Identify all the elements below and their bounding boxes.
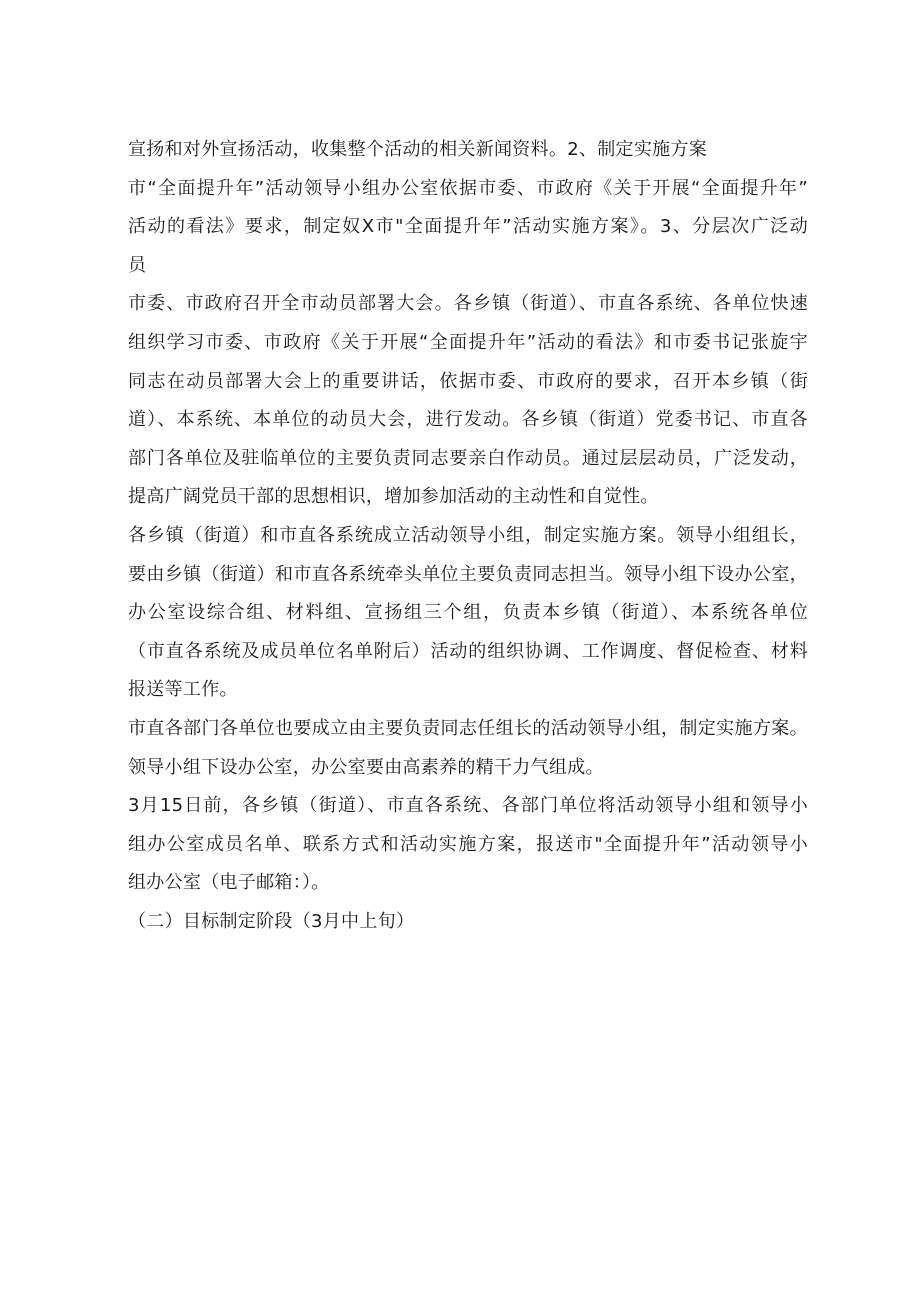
text-line: 市直各部门各单位也要成立由主要负责同志任组长的活动领导小组，制定实施方案。 — [128, 717, 808, 739]
text-line: 员 — [128, 254, 147, 276]
text-line: 市委、市政府召开全市动员部署大会。各乡镇（街道）、市直各系统、各单位快速 — [128, 293, 808, 315]
text-line: 办公室设综合组、材料组、宣扬组三个组，负责本乡镇（街道）、本系统各单位 — [128, 602, 808, 624]
text-line: 同志在动员部署大会上的重要讲话，依据市委、市政府的要求，召开本乡镇（街 — [128, 370, 808, 392]
text-line: 部门各单位及驻临单位的主要负责同志要亲白作动员。通过层层动员，广泛发动， — [128, 447, 808, 469]
text-line: 提高广阔党员干部的思想相识，增加参加活动的主动性和自觉性。 — [128, 486, 659, 508]
text-line: 组办公室成员名单、联系方式和活动实施方案，报送市"全面提升年”活动领导小 — [128, 833, 808, 855]
text-line: （市直各系统及成员单位名单附后）活动的组织协调、工作调度、督促检查、材料 — [128, 640, 808, 662]
text-line: 3月15日前，各乡镇（街道）、市直各系统、各部门单位将活动领导小组和领导小 — [128, 795, 808, 817]
text-line: 组办公室（电子邮箱：）。 — [128, 872, 330, 894]
text-line: 领导小组下设办公室，办公室要由高素养的精干力气组成。 — [128, 756, 604, 778]
text-line: 要由乡镇（街道）和市直各系统牵头单位主要负责同志担当。领导小组下设办公室， — [128, 563, 808, 585]
text-line: 宣扬和对外宣扬活动，收集整个活动的相关新闻资料。2、制定实施方案 — [128, 139, 708, 160]
section-heading: （二）目标制定阶段（3月中上旬） — [128, 910, 415, 932]
text-line: 市“全面提升年”活动领导小组办公室依据市委、市政府《关于开展“全面提升年” — [128, 177, 808, 199]
text-line: 各乡镇（街道）和市直各系统成立活动领导小组，制定实施方案。领导小组组长， — [128, 524, 808, 546]
text-line: 道）、本系统、本单位的动员大会，进行发动。各乡镇（街道）党委书记、市直各 — [128, 409, 808, 431]
text-line: 组织学习市委、市政府《关于开展“全面提升年”活动的看法》和市委书记张旋宇 — [128, 331, 808, 353]
text-line: 报送等工作。 — [128, 679, 238, 701]
document-body — [128, 131, 808, 941]
text-line: 活动的看法》要求，制定奴X市"全面提升年”活动实施方案》。3、分层次广泛动 — [128, 216, 808, 238]
